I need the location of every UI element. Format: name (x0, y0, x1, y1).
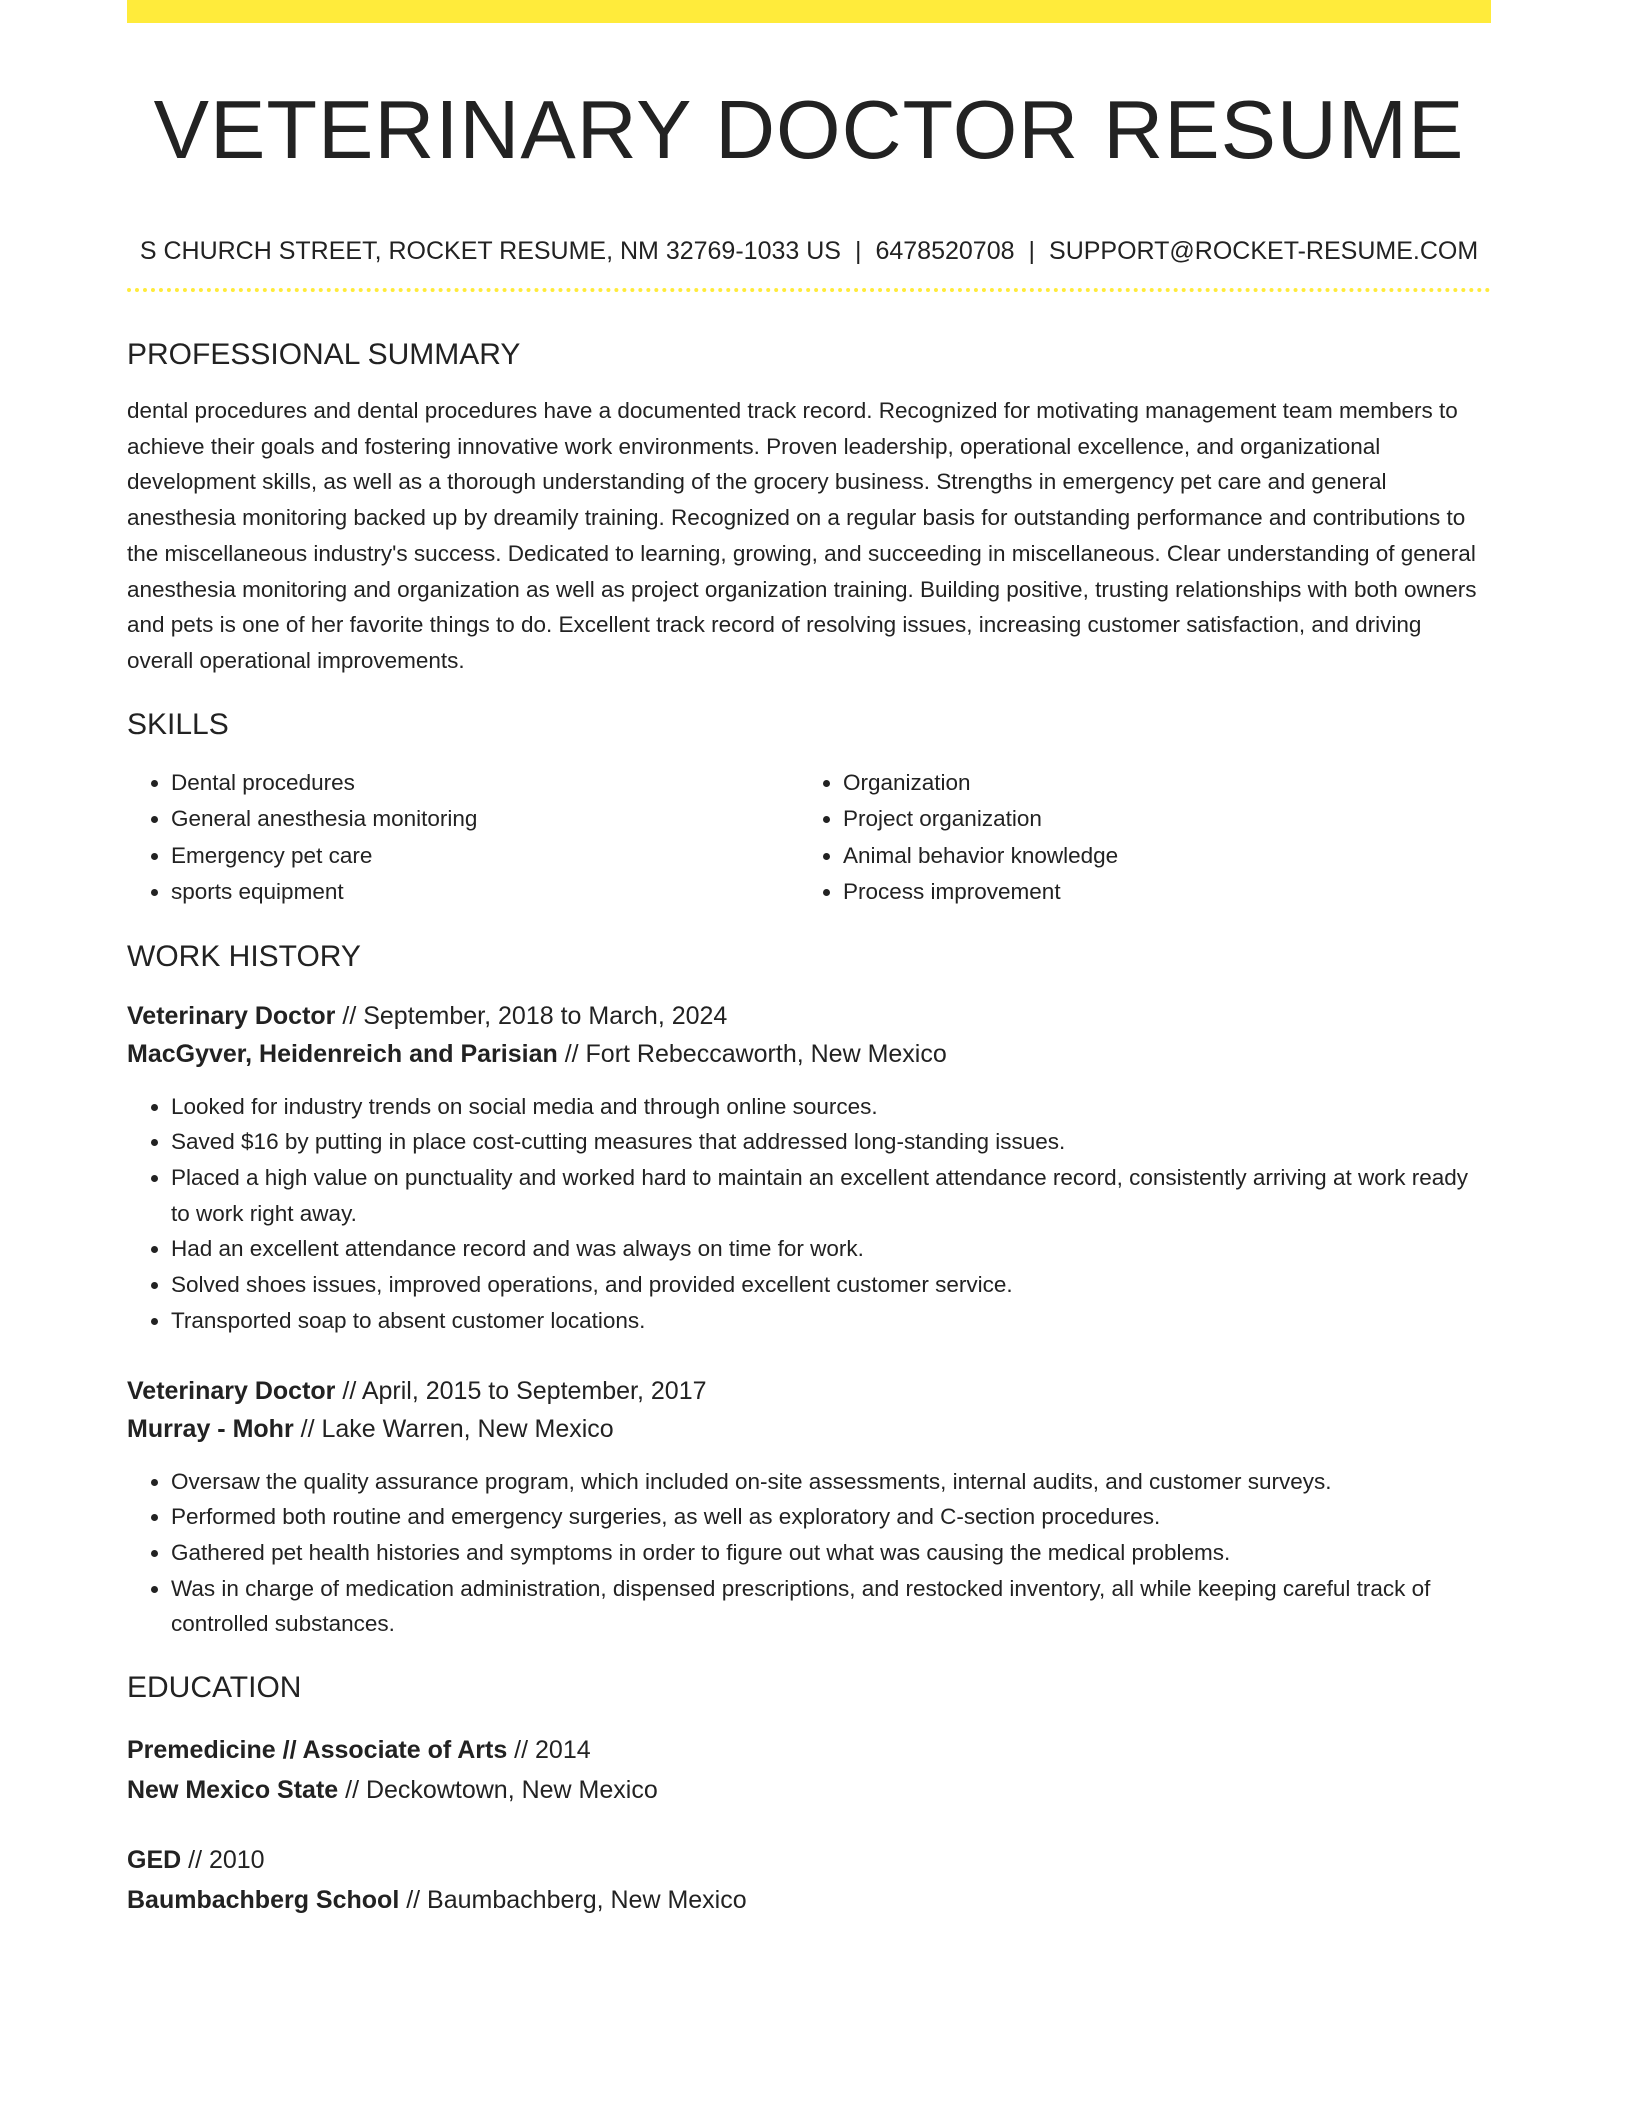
job-title: Veterinary Doctor (127, 1376, 336, 1405)
job-bullet: • Saved $16 by putting in place cost-cutting measures that addressed long-standing issues. (171, 1124, 1491, 1160)
education-heading: EDUCATION (127, 1671, 302, 1705)
skills-list-left (127, 765, 799, 911)
contact-separator: | (854, 237, 862, 265)
skill-item: • Process improvement (843, 874, 1471, 911)
job-bullet: • Oversaw the quality assurance program, which included on-site assessments, internal audits, and customer surveys. (171, 1464, 1491, 1500)
contact-address: S CHURCH STREET, ROCKET RESUME, NM 32769-1033 US (139, 237, 841, 265)
education-location: // Baumbachberg, New Mexico (399, 1886, 747, 1915)
summary-heading: PROFESSIONAL SUMMARY (127, 338, 521, 371)
job-bullet: • Was in charge of medication administration, dispensed prescriptions, and restocked inventory, all while keeping careful track of controlled substances. (171, 1571, 1491, 1642)
skill-item: • sports equipment (171, 874, 799, 911)
skills-list-right (799, 765, 1471, 911)
contact-separator: | (1028, 237, 1036, 265)
education-school: Baumbachberg School (127, 1886, 400, 1915)
job-company-line (127, 1035, 1491, 1073)
job-bullet-list (127, 1089, 1491, 1339)
contact-email: SUPPORT@ROCKET-RESUME.COM (1049, 237, 1479, 265)
job-title: Veterinary Doctor (127, 1001, 336, 1030)
education-degree-line (127, 1730, 1491, 1770)
education-school-line (127, 1880, 1491, 1920)
dotted-divider (127, 288, 1491, 292)
job-bullet: • Performed both routine and emergency surgeries, as well as exploratory and C-section procedures. (171, 1499, 1491, 1535)
job-bullet: • Transported soap to absent customer locations. (171, 1303, 1491, 1339)
education-school-line (127, 1770, 1491, 1810)
job-location: // Lake Warren, New Mexico (293, 1414, 614, 1443)
contact-phone: 6478520708 (875, 237, 1015, 265)
job-company: MacGyver, Heidenreich and Parisian (127, 1039, 558, 1068)
skill-item: • Project organization (843, 801, 1471, 838)
education-school: New Mexico State (127, 1776, 339, 1805)
job-dates: // September, 2018 to March, 2024 (335, 1001, 728, 1030)
skill-item: • Organization (843, 765, 1471, 802)
resume-title: VETERINARY DOCTOR RESUME (153, 83, 1465, 176)
education-year: // 2010 (181, 1846, 265, 1875)
job-dates: // April, 2015 to September, 2017 (335, 1376, 707, 1405)
education-location: // Deckowtown, New Mexico (338, 1776, 658, 1805)
job-bullet: • Solved shoes issues, improved operations, and provided excellent customer service. (171, 1267, 1491, 1303)
job-bullet: • Placed a high value on punctuality and worked hard to maintain an excellent attendance record, consistently arriving at work ready to work right away. (171, 1160, 1491, 1231)
summary-text: dental procedures and dental procedures have a documented track record. Recognized for motivating management team members to achieve their goals and fostering innovative work environments. Proven leadership, operational excellence, and organizational development skills, as well as a thorough understanding of the grocery business. Strengths in emergency pet care and general anesthesia monitoring backed up by dreamily training. Recognized on a regular basis for outstanding performance and contributions to the miscellaneous industry's success. Dedicated to learning, growing, and succeeding in miscellaneous. Clear understanding of general anesthesia monitoring and organization as well as project organization training. Building positive, trusting relationships with both owners and pets is one of her favorite things to do. Excellent track record of resolving issues, increasing customer satisfaction, and driving overall operational improvements. (127, 398, 1477, 673)
job-bullet-list (127, 1464, 1491, 1643)
work-history-heading: WORK HISTORY (127, 939, 361, 973)
education-degree: GED (127, 1846, 182, 1875)
education-degree: Premedicine // Associate of Arts (127, 1736, 508, 1765)
job-location: // Fort Rebeccaworth, New Mexico (557, 1039, 947, 1068)
skill-item: • General anesthesia monitoring (171, 801, 799, 838)
job-bullet: • Looked for industry trends on social media and through online sources. (171, 1089, 1491, 1125)
education-degree-line (127, 1840, 1491, 1880)
skills-grid (127, 765, 1491, 911)
skill-item: • Animal behavior knowledge (843, 838, 1471, 875)
job-bullet: • Gathered pet health histories and symptoms in order to figure out what was causing the medical problems. (171, 1535, 1491, 1571)
resume-content (127, 0, 1491, 1920)
skill-item: • Emergency pet care (171, 838, 799, 875)
job-title-line (127, 1372, 1491, 1410)
education-year: // 2014 (507, 1736, 591, 1765)
contact-line (127, 231, 1491, 271)
job-bullet: • Had an excellent attendance record and was always on time for work. (171, 1231, 1491, 1267)
job-company-line (127, 1410, 1491, 1448)
job-company: Murray - Mohr (127, 1414, 294, 1443)
job-title-line (127, 997, 1491, 1035)
skill-item: • Dental procedures (171, 765, 799, 802)
skills-heading: SKILLS (127, 707, 229, 741)
